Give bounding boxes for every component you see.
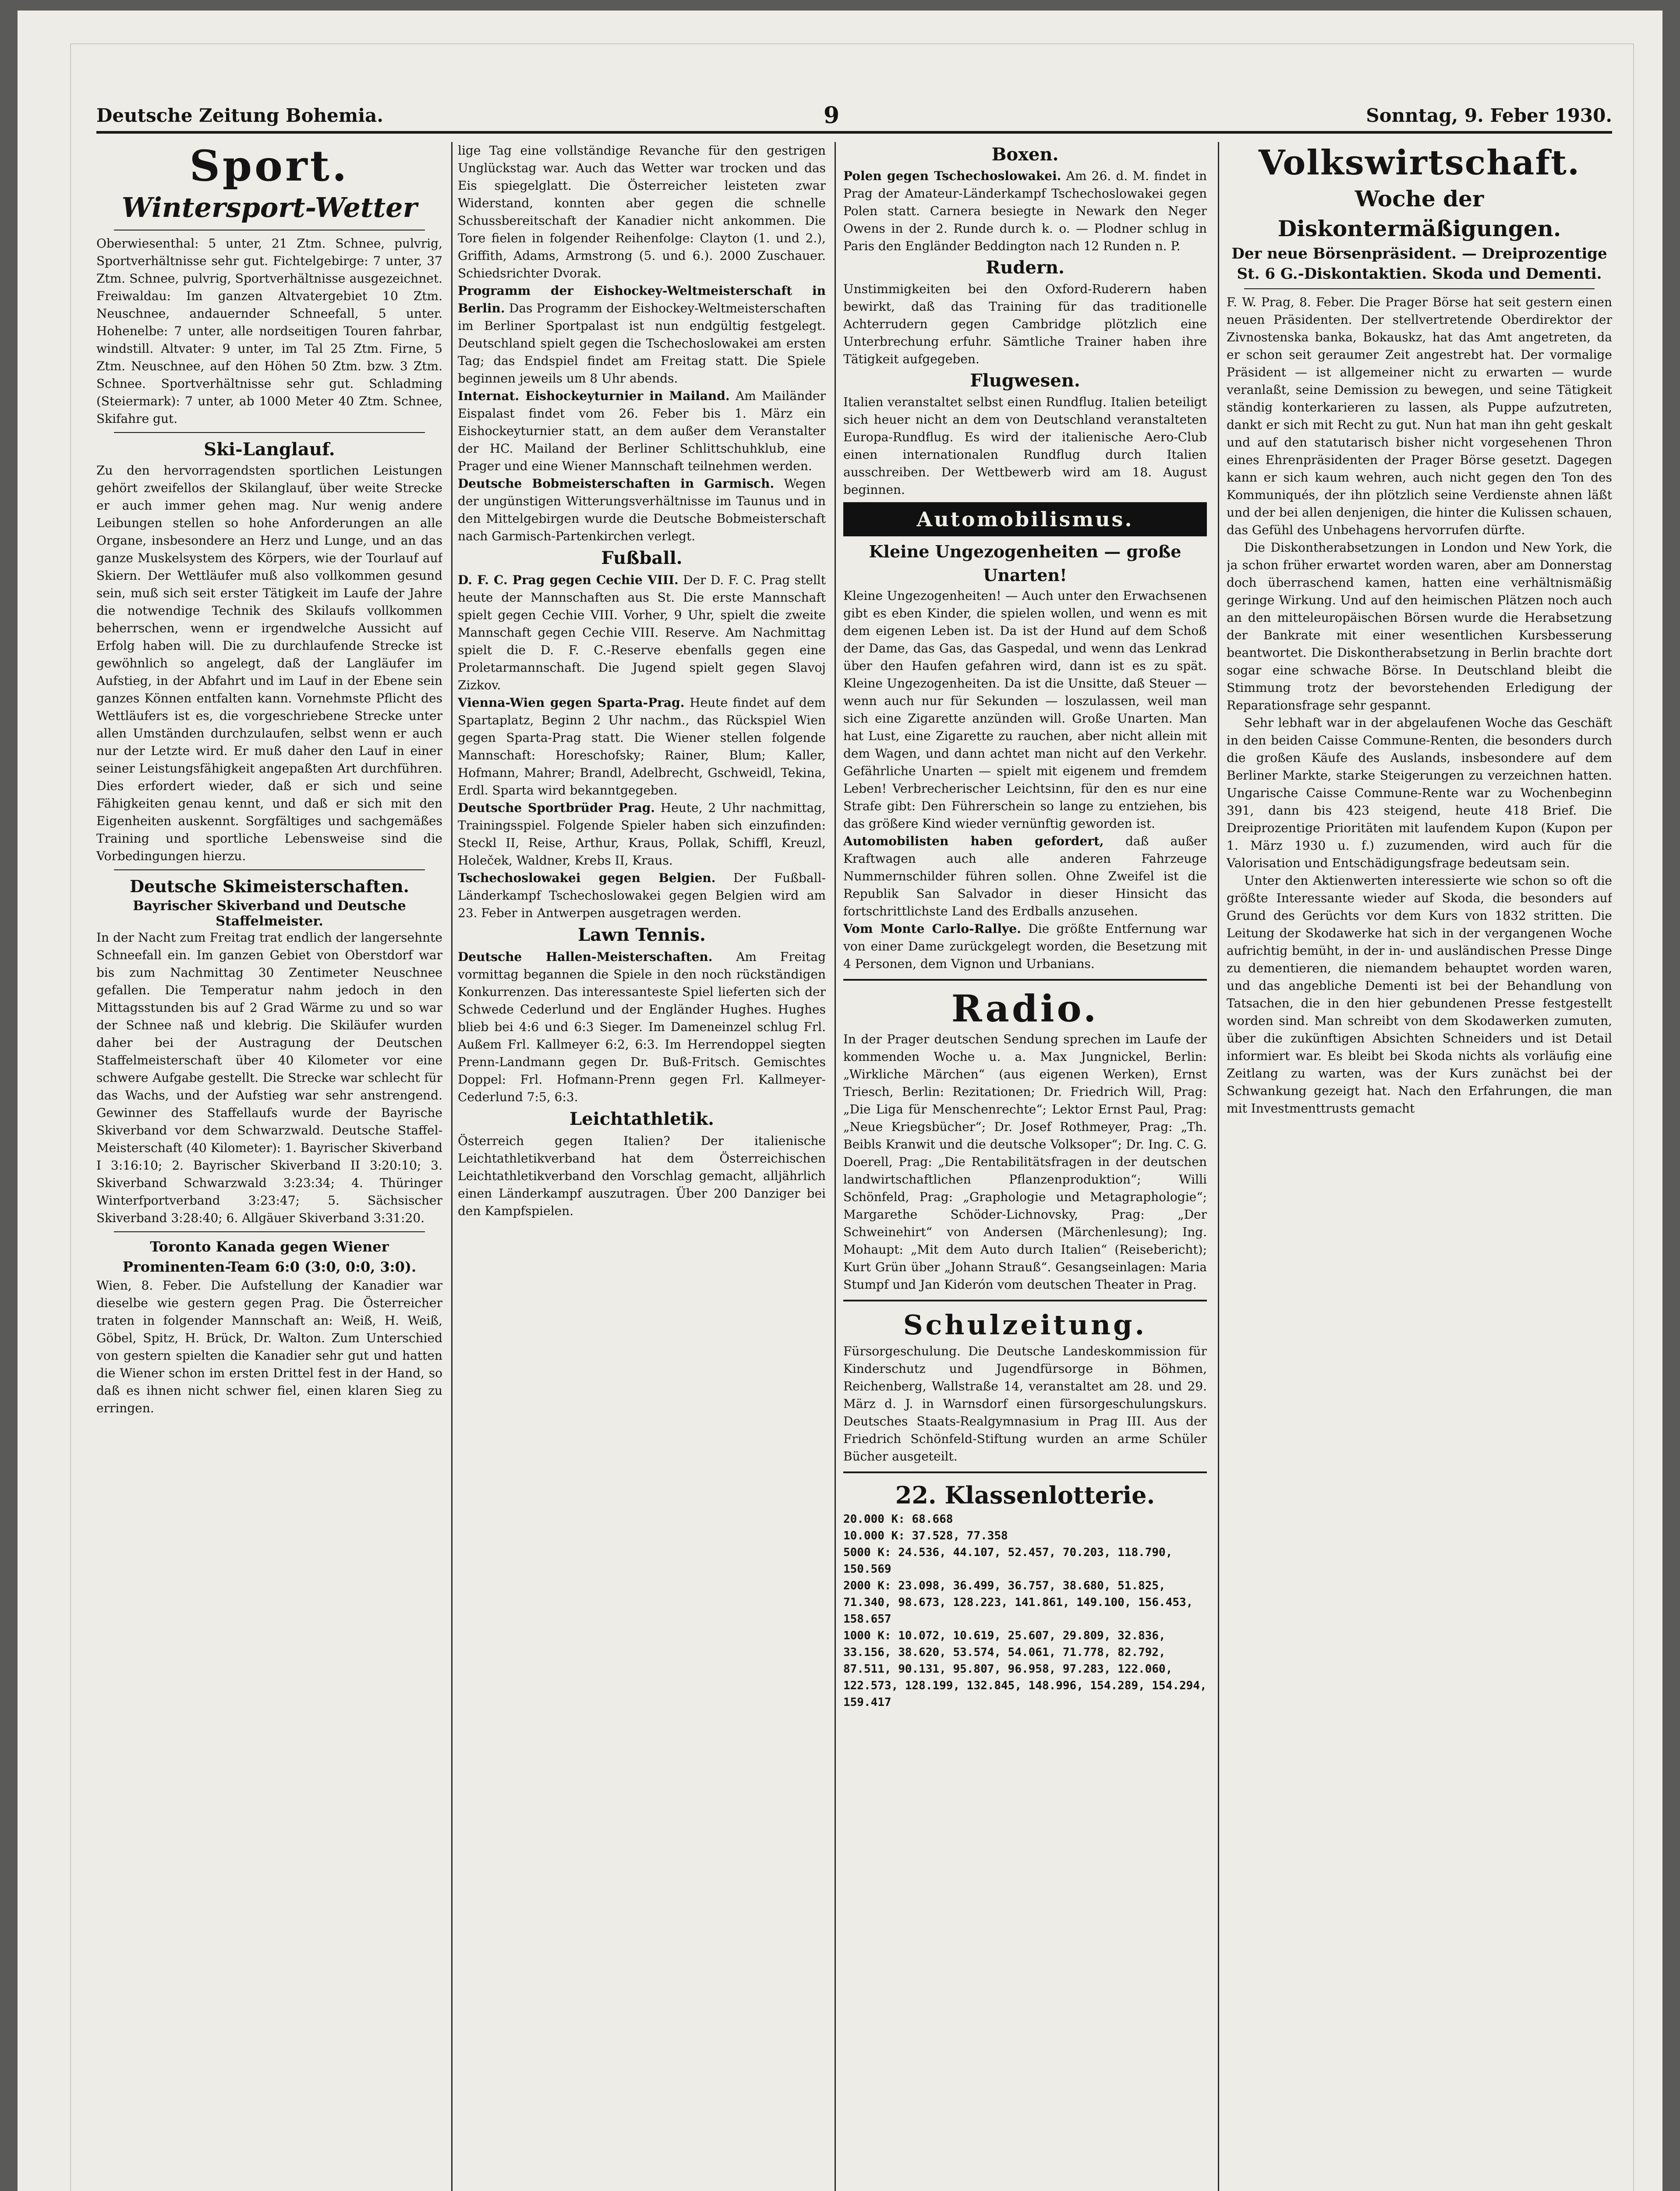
news-item-body: Am Mailänder Eispalast findet vom 26. Feber bis 1. März ein Eishockeyturnier statt, an dem außer dem Veranstalter der HC. Mailand der Berliner Schlittschuhklub, eine Prager und eine Wiener Mannschaft teilnehmen werden. [458,389,826,473]
radio-program: In der Prager deutschen Sendung sprechen im Laufe der kommenden Woche u. a. Max Jungnickel, Berlin: „Wirkliche Märchen“ (aus eigenen Werken), Ernst Triesch, Berlin: Rezitationen; Dr. Friedrich Will, Prag: „Die Liga für Menschenrechte“; Lektor Ernst Paul, Prag: „Neue Kriegsbücher“; Dr. Josef Rothmeyer, Prag: „Th. Beibls Kranwit und die deutsche Volksoper“; Dr. Ing. C. G. Doerell, Prag: „Die Rentabilitätsfragen in der deutschen landwirtschaftlichen Pflanzenproduktion“; Willi Schönfeld, Prag: „Graphologie und Metagraphologie“; Margarethe Schöder-Lichnovsky, Prag: „Der Schweinehirt“ von Andersen (Märchenlesung); Ing. Mohaupt: „Mit dem Auto durch Italien“ (Reisebericht); Kurt Grün über „Johann Strauß“. Gesangseinlagen: Maria Stumpf und Jan Kiderón vom deutschen Theater in Prag. [843,1032,1207,1292]
lottery-row: 10.000 K: 37.528, 77.358 [843,1529,1008,1542]
article-body: lige Tag eine vollständige Revanche für den gestrigen Unglückstag war. Auch das Wetter war trocken und das Eis spiegelglatt. Die Österreicher leisteten zwar Widerstand, konnten aber gegen die schnelle Schussbereitschaft der Kanadier nicht ankommen. Die Tore fielen in folgender Reihenfolge: Clayton (1. und 2.), Griffith, Adams, Armstrong (5. und 6.). 2000 Zuschauer. Schiedsrichter Dvorak. [458,143,826,280]
column-rule [451,142,453,2191]
article-body: Die Diskontherabsetzungen in London und New York, die ja schon früher erwartet worden waren, aber am Donnerstag doch überraschend kamen, hatten eine verhältnismäßig geringe Wirkung. Und auf den heimischen Plätzen noch auch an den mitteleuropäischen Börsen wurde die Herabsetzung der Bankrate mit einer wesentlichen Kursbesserung beantwortet. Die Diskontherabsetzung in Berlin brachte dort sogar eine schwache Börse. In Deutschland bleibt die Stimmung trotz der bevorstehenden Erledigung der Reparationsfrage sehr gespannt. [1227,540,1612,713]
news-item-title: Automobilisten haben gefordert, [843,834,1104,848]
divider [114,869,425,870]
divider [114,432,425,433]
masthead [96,102,1612,134]
column-rule [1218,142,1219,2191]
news-item-title: D. F. C. Prag gegen Cechie VIII. [458,573,679,587]
news-item-body: Der D. F. C. Prag stellt heute der Mannschaften aus St. Die erste Mannschaft spielt gegen Cechie VIII. Vorher, 9 Uhr, spielt die zweite Mannschaft gegen Cechie VIII. Reserve. Am Nachmittag spielt die D. F. C.-Reserve ebenfalls gegen eine Proletarmannschaft. Die Jugend spielt gegen Slavoj Zizkov. [458,573,826,692]
news-item-body: Am 26. d. M. findet in Prag der Amateur-Länderkampf Tschechoslowakei gegen Polen statt. Carnera besiegte in Newark den Neger Owens in der 2. Runde durch k. o. — Plodner schlug in Paris den Engländer Beddington nach 12 Runden n. P. [843,169,1207,253]
news-item [843,833,1207,920]
article-body: Zu den hervorragendsten sportlichen Leistungen gehört zweifellos der Skilanglauf, über weite Strecke er auch immer gehen mag. Nur wenig andere Leibungen stellen so hohe Anforderungen an alle Organe, insbesondere an Herz und Lunge, und an das ganze Muskelsystem des Körpers, wie der Tourlauf auf Skiern. Der Wettläufer muß also vollkommen gesund sein, muß sich seit erster Tätigkeit im Laufe der Jahre die notwendige Technik des Skilaufs vollkommen beherrschen, wenn er irgendwelche Aussicht auf Erfolg haben will. Die zu durchlaufende Strecke ist gewöhnlich so angelegt, daß der Langläufer im Aufstieg, in der Abfahrt und im Lauf in der Ebene sein ganzes Können entfalten kann. Vornehmste Pflicht des Wettläufers ist es, die vorgeschriebene Strecke unter allen Umständen durchzulaufen, selbst wenn er auch nur der Letzte wird. Er muß daher den Lauf in einer seiner Leistungsfähigkeit angepaßten Art durchführen. Dies erfordert wieder, daß er sich und seine Fähigkeiten genau kennt, und daß er sich mit den Eigenheiten auskennt. Sorgfältiges und sachgemäßes Training und sportliche Lebensweise sind die Vorbedingungen hierzu. [96,463,442,863]
rubric-title: Flugwesen. [970,370,1080,391]
rubric-title: Fußball. [601,548,683,568]
newspaper-name: Deutsche Zeitung Bohemia. [96,105,383,126]
news-item-body: Am Freitag vormittag begannen die Spiele in den noch rückständigen Konkurrenzen. Das interessanteste Spiel lieferten sich der Schwede Cederlund und der Engländer Hughes. Hughes blieb bei 4:6 und 6:3 Sieger. Im Dameneinzel schlug Frl. Außem Frl. Kallmeyer 6:2, 6:3. Im Herrendoppel siegten Prenn-Landmann gegen Dr. Buß-Fritsch. Gemischtes Doppel: Frl. Hofmann-Prenn gegen Frl. Kallmeyer-Cederlund 7:5, 6:3. [458,950,826,1104]
news-item-title: Programm der Eishockey-Weltmeisterschaft in Berlin. [458,284,826,316]
article-title: Toronto Kanada gegen Wiener Prominenten-Team 6:0 (3:0, 0:0, 3:0). [122,1238,417,1275]
article-body: Italien veranstaltet selbst einen Rundflug. Italien beteiligt sich heuer nicht an dem von Deutschland veranstalteten Europa-Rundflug. Es wird der italienische Aero-Club einen internationalen Rundflug durch Italien ausschreiben. Der Wettbewerb wird am 18. August beginnen. [843,395,1207,497]
article-title: Deutsche Skimeisterschaften. [130,876,409,896]
article-title: Kleine Ungezogenheiten — große Unarten! [869,542,1181,585]
rubric-title: Leichtathletik. [569,1109,714,1129]
lottery-row: 20.000 K: 68.668 [843,1513,953,1526]
lottery-row: 2000 K: 23.098, 36.499, 36.757, 38.680, 51.825, 71.340, 98.673, 128.223, 141.861, 149.100, 156.453, 158.657 [843,1579,1193,1626]
news-item [843,920,1207,973]
article-body: Unter den Aktienwerten interessierte wie schon so oft die größte Interessante wieder auf Skoda, die besonders auf Grund des Gerüchts vor dem Kurs von 1832 stritten. Die Leitung der Skodawerke hat sich in der vergangenen Woche aufrichtig bemüht, in der in- und ausländischen Presse Dinge zu dementieren, die niemandem behauptet worden waren, und das angebliche Dementi ist bei der Behandlung von Tatsachen, die in den hier gebundenen Presse festgestellt worden sind. Man schreibt von dem Skodawerken zumuten, über die zukünftigen Absichten Schneiders und ist Detail informiert war. Es bleibt bei Skoda nichts als vorläufig eine Zeitlang zu warten, was der Kurs zunächst bei der Schwankung gezeigt hat. Nach den Erfahrungen, die man mit Investmenttrusts gemacht [1227,873,1612,1116]
economy-column [1227,142,1612,2191]
issue-date: Sonntag, 9. Feber 1930. [1366,105,1612,126]
article-body: Österreich gegen Italien? Der italienische Leichtathletikverband hat dem Österreichischen Leichtathletikverband den Vorschlag gemacht, alljährlich einen Länderkampf auszutragen. Über 200 Danziger bei den Kampfspielen. [458,1134,826,1218]
divider [843,1300,1207,1301]
lottery-title: 22. Klassenlotterie. [895,1481,1155,1509]
divider [1244,288,1595,289]
news-item-title: Deutsche Bobmeisterschaften in Garmisch. [458,476,775,491]
news-item-title: Tschechoslowakei gegen Belgien. [458,871,716,885]
article-body: F. W. Prag, 8. Feber. Die Prager Börse hat seit gestern einen neuen Präsidenten. Der stellvertretende Oberdirektor der Zivnostenska banka, Bokauskz, hat das Amt angetreten, da er schon seit geraumer Zeit angestrebt hat. Der vormalige Präsident — ist allgemeiner nicht zu erwarten — wurde veranlaßt, seine Demission zu bewegen, und seine Tätigkeit ständig konterkarieren zu lassen, als Puppe aufzutreten, dankt er sich mit Recht zu gut. Nun hat man ihn geht geskalt und auf den statutarisch bisher nicht vorgesehenen Thron eines Ehrenpräsidenten der Prager Börse gesetzt. Dagegen kann er sich kaum wehren, auch nicht gegen den Ton des Kommuniqués, der ihn plötzlich seine Verdienste ahnen läßt und der bei allen denjenigen, die hinter die Kulissen schauen, das Gefühl des Unbehagens hervorrufen dürfte. [1227,295,1612,537]
news-item-title: Deutsche Sportbrüder Prag. [458,801,655,815]
divider [843,979,1207,981]
news-item [458,799,826,869]
article-body: In der Nacht zum Freitag trat endlich der langersehnte Schneefall ein. Im ganzen Gebiet von Oberstdorf war bis zum Nachmittag 30 Zentimeter Neuschnee gefallen. Die Temperatur nahm jedoch in den Mittagsstunden bis auf 2 Grad Wärme zu und so war der Schnee naß und klebrig. Die Skiläufer wurden daher bei der Austragung der Deutschen Staffelmeisterschaft über 40 Kilometer vor eine schwere Aufgabe gestellt. Die Strecke war schlecht für das Wachs, und der Aufstieg war sehr anstrengend. Gewinner des Staffellaufs wurde der Bayrische Skiverband vor dem Schwarzwald. Deutsche Staffel-Meisterschaft (40 Kilometer): 1. Bayrischer Skiverband I 3:16:10; 2. Bayrischer Skiverband II 3:20:10; 3. Skiverband Schwarzwald 3:23:34; 4. Thüringer Winterfportverband 3:23:47; 5. Sächsischer Skiverband 3:28:40; 6. Allgäuer Skiverband 3:31:20. [96,930,442,1225]
news-item-title: Deutsche Hallen-Meisterschaften. [458,950,713,964]
column-rule [835,142,836,2191]
news-item [843,167,1207,255]
news-item [458,571,826,694]
sport-column-continued [458,142,826,2191]
section-title-school: Schulzeitung. [903,1309,1147,1341]
automobilism-banner: Automobilismus. [843,502,1207,536]
wintersport-weather-headline: Wintersport-Wetter [121,191,417,223]
news-item-body: Heute, 2 Uhr nachmittag, Trainingsspiel. Folgende Spieler haben sich einzufinden: Steckl II, Reise, Arthur, Kraus, Pollak, Schiffl, Kreuzl, Holeček, Waldner, Krebs II, Kraus. [458,801,826,868]
news-item [458,282,826,387]
economy-subheadline: Der neue Börsenpräsident. — Dreiprozentige St. 6 G.-Diskontaktien. Skoda und Dementi. [1231,245,1607,283]
news-item-body: Wegen der ungünstigen Witterungsverhältnisse im Taunus und in den Mittelgebirgen wurde die Deutsche Bobmeisterschaft nach Garmisch-Partenkirchen verlegt. [458,476,826,543]
article-subtitle: Bayrischer Skiverband und Deutsche Staffelmeister. [133,898,406,929]
rubric-title: Lawn Tennis. [578,925,706,945]
lottery-row: 1000 K: 10.072, 10.619, 25.607, 29.809, 32.836, 33.156, 38.620, 53.574, 54.061, 71.778, 82.792, 87.511, 90.131, 95.807, 96.958, 97.283, 122.060, 122.573, 128.199, 132.845, 148.996, 154.289, 154.294, 159.417 [843,1629,1207,1709]
rubric-title: Boxen. [991,144,1059,165]
article-title: Ski-Langlauf. [204,439,335,460]
news-item [458,869,826,922]
article-body: Sehr lebhaft war in der abgelaufenen Woche das Geschäft in den beiden Caisse Commune-Renten, die besonders durch die großen Käufe des Auslands, insbesondere auf dem Berliner Markte, starke Steigerungen zu verzeichnen hatten. Ungarische Caisse Commune-Rente war zu Wochenbeginn 391, dann bis 423 steigend, heute 418 Brief. Die Dreiprozentige Prioritäten mit laufendem Kupon (Kupon per 1. März 1930 u. f.) zuzumenden, wird auch für die Valorisation und Entschädigungsfrage bedeutsam sein. [1227,716,1612,870]
news-item [458,475,826,545]
page-number: 9 [824,102,840,129]
school-news: Fürsorgeschulung. Die Deutsche Landeskommission für Kinderschutz und Jugendfürsorge in Böhmen, Reichenberg, Wallstraße 14, veranstaltet am 28. und 29. März d. J. in Warnsdorf einen fürsorgeschulungskurs. Deutsches Staats-Realgymnasium in Prag III. Aus der Friedrich Schönfeld-Stiftung wurden an arme Schüler Bücher ausgeteilt. [843,1344,1207,1464]
news-item-body: daß außer Kraftwagen auch alle anderen Fahrzeuge Nummernschilder führen sollen. Ohne Zweifel ist die Republik San Salvador in dieser Hinsicht das fortschrittlichste Land des Erdballs anzusehen. [843,834,1207,918]
news-item-body: Das Programm der Eishockey-Weltmeisterschaften im Berliner Sportpalast ist nun endgültig festgelegt. Deutschland spielt gegen die Tschechoslowakei am ersten Tag; das Endspiel findet am Freitag statt. Die Spiele beginnen jeweils um 8 Uhr abends. [458,301,826,386]
mixed-news-column [843,142,1207,2191]
section-title-economy: Volkswirtschaft. [1258,143,1581,183]
article-body: Wien, 8. Feber. Die Aufstellung der Kanadier war dieselbe wie gestern gegen Prag. Die Österreicher traten in folgender Mannschaft an: Weiß, H. Weiß, Göbel, Spitz, H. Brück, Dr. Walton. Zum Unterschied von gestern spielten die Kanadier sehr gut und hatten die Wiener schon im ersten Drittel fest in der Hand, so daß es ihnen nicht schwer fiel, einen klaren Sieg zu erringen. [96,1278,442,1415]
divider [843,1471,1207,1473]
news-item-body: Heute findet auf dem Spartaplatz, Beginn 2 Uhr nachm., das Rückspiel Wien gegen Sparta-Prag statt. Die Wiener stellen folgende Mannschaft: Horeschofsky; Rainer, Blum; Kaller, Hofmann, Mahrer; Brandl, Adelbrecht, Gschweidl, Tekina, Erdl. Sparta wird bekanntgegeben. [458,695,826,798]
divider [114,1231,425,1232]
rubric-title: Rudern. [986,257,1065,278]
section-title-sport: Sport. [189,142,350,191]
news-item-title: Internat. Eishockeyturnier in Mailand. [458,389,730,403]
news-item-title: Vom Monte Carlo-Rallye. [843,922,1021,936]
news-item-title: Vienna-Wien gegen Sparta-Prag. [458,695,685,710]
newspaper-page [18,11,1662,2191]
news-item [458,948,826,1106]
article-body: Unstimmigkeiten bei den Oxford-Ruderern haben bewirkt, daß das Training für das traditionelle Achterrudern gegen Cambridge plötzlich eine Unterbrechung erfuhr. Sämtliche Trainer haben ihre Tätigkeit aufgegeben. [843,282,1207,366]
economy-headline: Woche der Diskontermäßigungen. [1277,186,1561,241]
news-item [458,387,826,475]
news-item [458,694,826,799]
article-body: Kleine Ungezogenheiten! — Auch unter den Erwachsenen gibt es eben Kinder, die spielen wollen, und wenn es mit dem eigenen Leben ist. Da ist der Hund auf dem Schoß der Dame, das Gas, das Gaspedal, und wenn das Lenkrad über den Haufen gefahren wird, dann ist es zu spät. Kleine Ungezogenheiten. Da ist die Unsitte, daß Steuer — wenn auch nur für Sekunden — loszulassen, weil man sich eine Zigarette anzünden will. Große Unarten. Man hat Lust, eine Zigarette zu rauchen, aber nicht allein mit dem Wagen, und dann achtet man nicht auf den Verkehr. Gefährliche Unarten — spielt mit eigenem und fremdem Leben! Verbrecherischer Leichtsinn, für den es nur eine Strafe gibt: Den Führerschein so lange zu entziehen, bis das größere Kind wieder vernünftig geworden ist. [843,589,1207,831]
sport-column [96,142,442,2191]
news-item-body: Die größte Entfernung war von einer Dame zurückgelegt worden, die Besetzung mit 4 Personen, dem Vignon und Urbanians. [843,922,1207,971]
section-title-radio: Radio. [951,987,1099,1030]
lottery-row: 5000 K: 24.536, 44.107, 52.457, 70.203, 118.790, 150.569 [843,1546,1173,1576]
news-item-title: Polen gegen Tschechoslowakei. [843,169,1061,183]
news-item-body: Der Fußball-Länderkampf Tschechoslowakei gegen Belgien wird am 23. Feber in Antwerpen ausgetragen werden. [458,871,826,920]
weather-report: Oberwiesenthal: 5 unter, 21 Ztm. Schnee, pulvrig, Sportverhältnisse sehr gut. Fichtelgebirge: 7 unter, 37 Ztm. Schnee, pulvrig, Sportverhältnisse ausgezeichnet. Freiwaldau: Im ganzen Altvatergebiet 10 Ztm. Neuschnee, andauernder Schneefall, 5 unter. Hohenelbe: 7 unter, alle nordseitigen Touren fahrbar, windstill. Altvater: 9 unter, im Tal 25 Ztm. Firne, 5 Ztm. Neuschnee, auf den Höhen 50 Ztm. bzw. 3 Ztm. Schnee. Sportverhältnisse sehr gut. Schladming (Steiermark): 7 unter, ab 1000 Meter 40 Ztm. Schnee, Skifahre gut. [96,236,442,426]
